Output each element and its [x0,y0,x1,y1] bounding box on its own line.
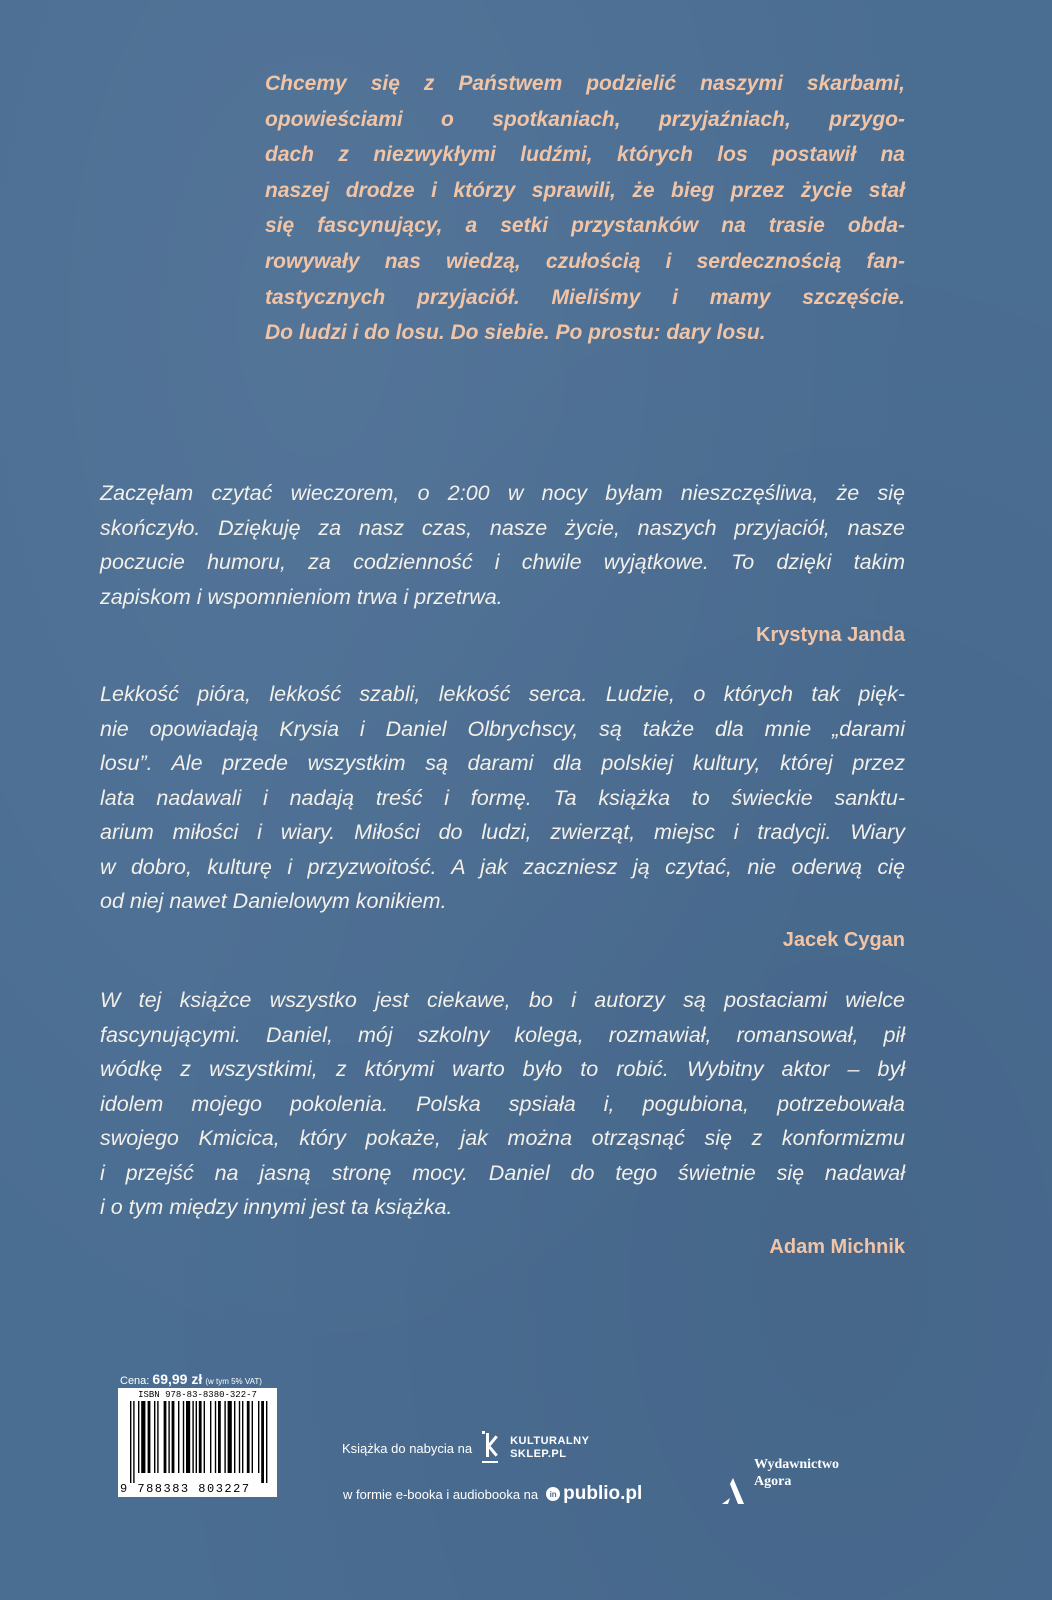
barcode-bar [242,1401,243,1473]
barcode-bar [252,1401,253,1473]
quote-author: Krystyna Janda [756,624,905,646]
text-line: i przejść na jasną stronę mocy. Daniel do tego świetnie się nadawał [100,1160,905,1185]
logo-line-2: SKLEP.PL [510,1448,567,1460]
publio-mark-icon: in [546,1487,560,1501]
barcode-bar [192,1401,193,1473]
barcode-bar [239,1401,240,1473]
barcode-bar [224,1401,225,1473]
barcode-bar [234,1401,235,1473]
barcode-bar [157,1401,158,1473]
barcode-bar [247,1401,250,1473]
publisher-logo [722,1457,840,1504]
ean-digits: 9 788383 803227 [120,1482,251,1496]
barcode-bar [141,1401,145,1473]
text-line: lata nadawali i nadają treść i formę. Ta książka to świeckie sanktu- [100,785,905,810]
barcode-bar [178,1401,179,1473]
barcode-bar [164,1401,167,1473]
intro-blurb [265,66,905,351]
barcode-bar [228,1401,232,1473]
shop-info [342,1431,589,1465]
barcode-bar [218,1401,221,1473]
text-line: skończyło. Dziękuję za nasz czas, nasze życie, naszych przyjaciół, nasze [100,515,905,540]
text-line: wódkę z wszystkimi, z którymi warto było to robić. Wybitny aktor – był [100,1057,905,1081]
isbn-text: ISBN 978-83-8380-322-7 [138,1390,257,1400]
text-line: arium miłości i wiary. Miłości do ludzi, zwierząt, miejsc i tradycji. Wiary [100,820,905,844]
text-line: tastycznych przyjaciół. Mieliśmy i mamy szczęście. [265,285,905,309]
publisher-line-1: Wydawnictwo [754,1457,840,1472]
text-line: fascynującymi. Daniel, mój szkolny kolega, rozmawiał, romansował, pił [100,1022,905,1047]
kulturalny-logo-icon [480,1431,502,1465]
text-line: Zaczęłam czytać wieczorem, o 2:00 w nocy byłam nieszczęśliwa, że się [100,481,905,505]
text-line: i o tym między innymi jest ta książka. [100,1195,453,1219]
text-line: się fascynujący, a setki przystanków na trasie obda- [265,214,905,238]
barcode [118,1388,277,1497]
text-line: W tej książce wszystko jest ciekawe, bo i autorzy są postaciami wielce [100,988,905,1012]
text-line: Do ludzi i do losu. Do siebie. Po prostu: dary losu. [265,321,766,345]
barcode-bar [130,1401,131,1483]
publio-logo [546,1483,642,1505]
price-vat: (w tym 5% VAT) [205,1377,262,1386]
ebook-text: w formie e-booka i audiobooka na [343,1486,539,1502]
publisher-line-2: Agora [754,1474,792,1489]
logo-line-1: KULTURALNY [510,1435,590,1447]
shop-text: Książka do nabycia na [342,1440,473,1456]
barcode-bar [183,1401,184,1473]
text-line: losu”. Ale przede wszystkim są darami dla polskiej kultury, której przez [100,751,905,775]
agora-logo-icon [722,1478,744,1504]
quote-text [100,983,905,1225]
publio-text: publio.pl [563,1483,643,1504]
price-caption: Cena: [120,1375,150,1387]
text-line: poczucie humoru, za codzienność i chwile wyjątkowe. To dzięki takim [100,550,905,574]
text-line: Lekkość pióra, lekkość szabli, lekkość serca. Ludzie, o których tak pięk- [100,682,905,706]
text-line: nie opowiadają Krysia i Daniel Olbrychscy, są także dla mnie „darami [100,716,905,741]
barcode-bar [199,1401,202,1473]
text-line: Chcemy się z Państwem podzielić naszymi skarbami, [265,72,905,95]
quote-text [100,677,905,919]
barcode-bar [133,1401,134,1483]
text-line: zapiskom i wspomnieniom trwa i przetrwa. [100,584,503,609]
barcode-bar [261,1401,264,1483]
text-line: dach z niezwykłymi ludźmi, których los postawił na [265,143,905,167]
price-label [120,1371,262,1387]
text-line: rowywały nas wiedzą, czułością i serdecznością fan- [265,249,905,273]
barcode-bar [258,1401,259,1473]
barcode-bar [168,1401,169,1473]
ebook-info [343,1483,642,1505]
barcode-bar [148,1401,151,1473]
quote-author: Adam Michnik [769,1236,905,1258]
text-line: naszej drodze i którzy sprawili, że bieg przez życie stał [265,178,905,202]
barcode-bar [172,1401,175,1473]
text-line: swojego Kmicica, który pokaże, jak można otrząsnąć się z konformizmu [100,1126,905,1150]
quote-author: Jacek Cygan [782,929,905,951]
text-line: idolem mojego pokolenia. Polska spsiała i, pogubiona, potrzebowała [100,1091,905,1116]
price-value: 69,99 zł [152,1371,203,1387]
barcode-bar [215,1401,216,1473]
text-line: opowieściami o spotkaniach, przyjaźniach, przygo- [265,107,905,131]
quote-text [100,476,905,614]
barcode-bar [196,1401,197,1473]
barcode-bar [204,1401,205,1473]
barcode-bar [154,1401,155,1473]
barcode-bars [130,1401,270,1483]
barcode-bar [210,1401,211,1473]
text-line: od niej nawet Danielowym konikiem. [100,889,447,913]
text-line: w dobro, kulturę i przyzwoitość. A jak zaczniesz ją czytać, nie oderwą cię [100,854,905,879]
barcode-bar [138,1401,139,1473]
barcode-bar [266,1401,267,1483]
kulturalny-logo-text [510,1435,589,1461]
barcode-bar [186,1401,190,1473]
